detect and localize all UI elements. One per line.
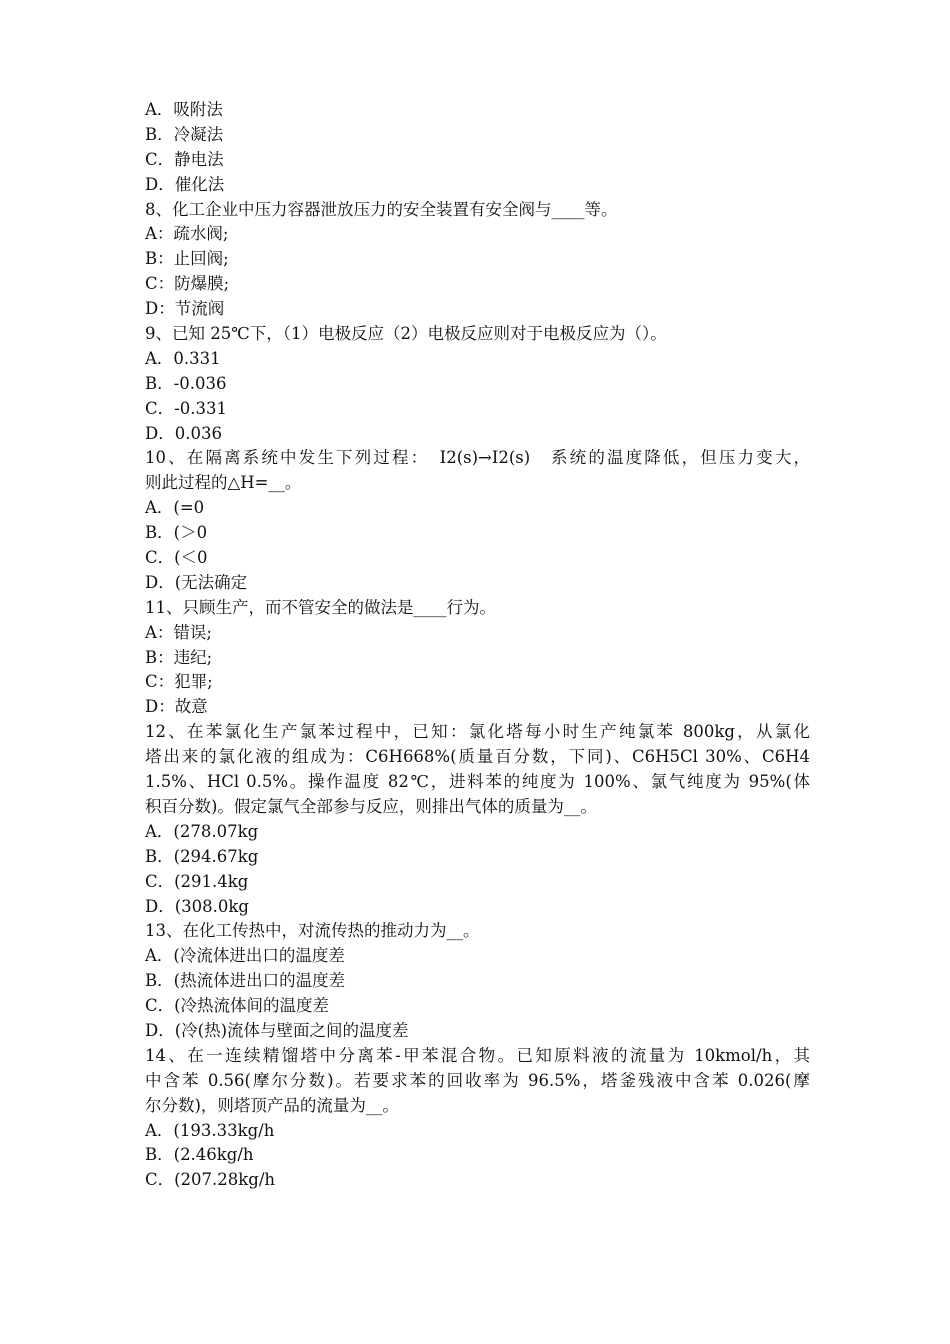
answer-option: D：节流阀 [145, 299, 225, 319]
answer-option: B．(热流体进出口的温度差 [145, 971, 346, 991]
answer-option: C．(＜0 [145, 548, 208, 568]
answer-option: D．催化法 [145, 174, 225, 194]
question-text-line: 积百分数)。假定氯气全部参与反应，则排出气体的质量为__。 [145, 796, 597, 816]
answer-option: B：止回阀; [145, 249, 229, 269]
answer-option: B．-0.036 [145, 373, 227, 393]
question-text-line: 中含苯 0.56(摩尔分数)。若要求苯的回收率为 96.5%，塔釜残液中含苯 0.026(摩 [145, 1070, 810, 1090]
answer-option: A．(193.33kg/h [145, 1120, 275, 1140]
answer-option: B．冷凝法 [145, 124, 224, 144]
answer-option: D．(冷(热)流体与壁面之间的温度差 [145, 1020, 409, 1040]
question [145, 1044, 810, 1119]
answer-option: D．(308.0kg [145, 896, 249, 916]
answer-option: D．(无法确定 [145, 572, 248, 592]
answer-option: A．0.331 [145, 348, 221, 368]
question [145, 198, 810, 223]
question-text-line: 10、在隔离系统中发生下列过程： I2(s)→I2(s) 系统的温度降低，但压力变大， [145, 448, 810, 468]
answer-option: B．(2.46kg/h [145, 1145, 254, 1165]
answer-option: A：错误; [145, 622, 212, 642]
question-text-line: 13、在化工传热中，对流传热的推动力为__。 [145, 921, 480, 941]
question-text-line: 14、在一连续精馏塔中分离苯-甲苯混合物。已知原料液的流量为 10kmol/h，其 [145, 1045, 810, 1065]
answer-option: C．静电法 [145, 149, 224, 169]
answer-option: A：疏水阀; [145, 224, 229, 244]
answer-option: D．0.036 [145, 423, 222, 443]
question [145, 322, 810, 347]
answer-option: D：故意 [145, 697, 208, 717]
answer-option: C．-0.331 [145, 398, 227, 418]
answer-option: C．(291.4kg [145, 871, 249, 891]
answer-option: B．(294.67kg [145, 846, 259, 866]
answer-option: C：犯罪; [145, 672, 213, 692]
question-text-line: 1.5%、HCl 0.5%。操作温度 82℃，进料苯的纯度为 100%、氯气纯度为 95%(体 [145, 772, 810, 792]
answer-option: C．(冷热流体间的温度差 [145, 996, 330, 1016]
document-page [145, 98, 810, 1193]
question [145, 596, 810, 621]
question-text-line: 则此过程的△H=__。 [145, 473, 302, 493]
question-text-line: 8、化工企业中压力容器泄放压力的安全装置有安全阀与____等。 [145, 199, 618, 219]
answer-option: B：违纪; [145, 647, 213, 667]
answer-option: C：防爆膜; [145, 274, 230, 294]
question [145, 919, 810, 944]
answer-option: A．(278.07kg [145, 821, 259, 841]
answer-option: A．吸附法 [145, 100, 223, 119]
answer-option: C．(207.28kg/h [145, 1170, 276, 1190]
answer-option: A．(冷流体进出口的温度差 [145, 946, 345, 966]
question-text-line: 塔出来的氯化液的组成为：C6H668%(质量百分数，下同)、C6H5Cl 30%、C6H4 [145, 747, 810, 767]
question [145, 720, 810, 820]
question-text-line: 11、只顾生产，而不管安全的做法是____行为。 [145, 597, 496, 617]
question [145, 446, 810, 496]
question-text-line: 12、在苯氯化生产氯苯过程中，已知：氯化塔每小时生产纯氯苯 800kg，从氯化 [145, 722, 810, 742]
answer-option: B．(＞0 [145, 523, 208, 543]
answer-option: A．(=0 [145, 498, 205, 518]
question-text-line: 9、已知 25℃下，（1）电极反应（2）电极反应则对于电极反应为（）。 [145, 324, 667, 344]
question-text-line: 尔分数)，则塔顶产品的流量为__。 [145, 1095, 399, 1115]
